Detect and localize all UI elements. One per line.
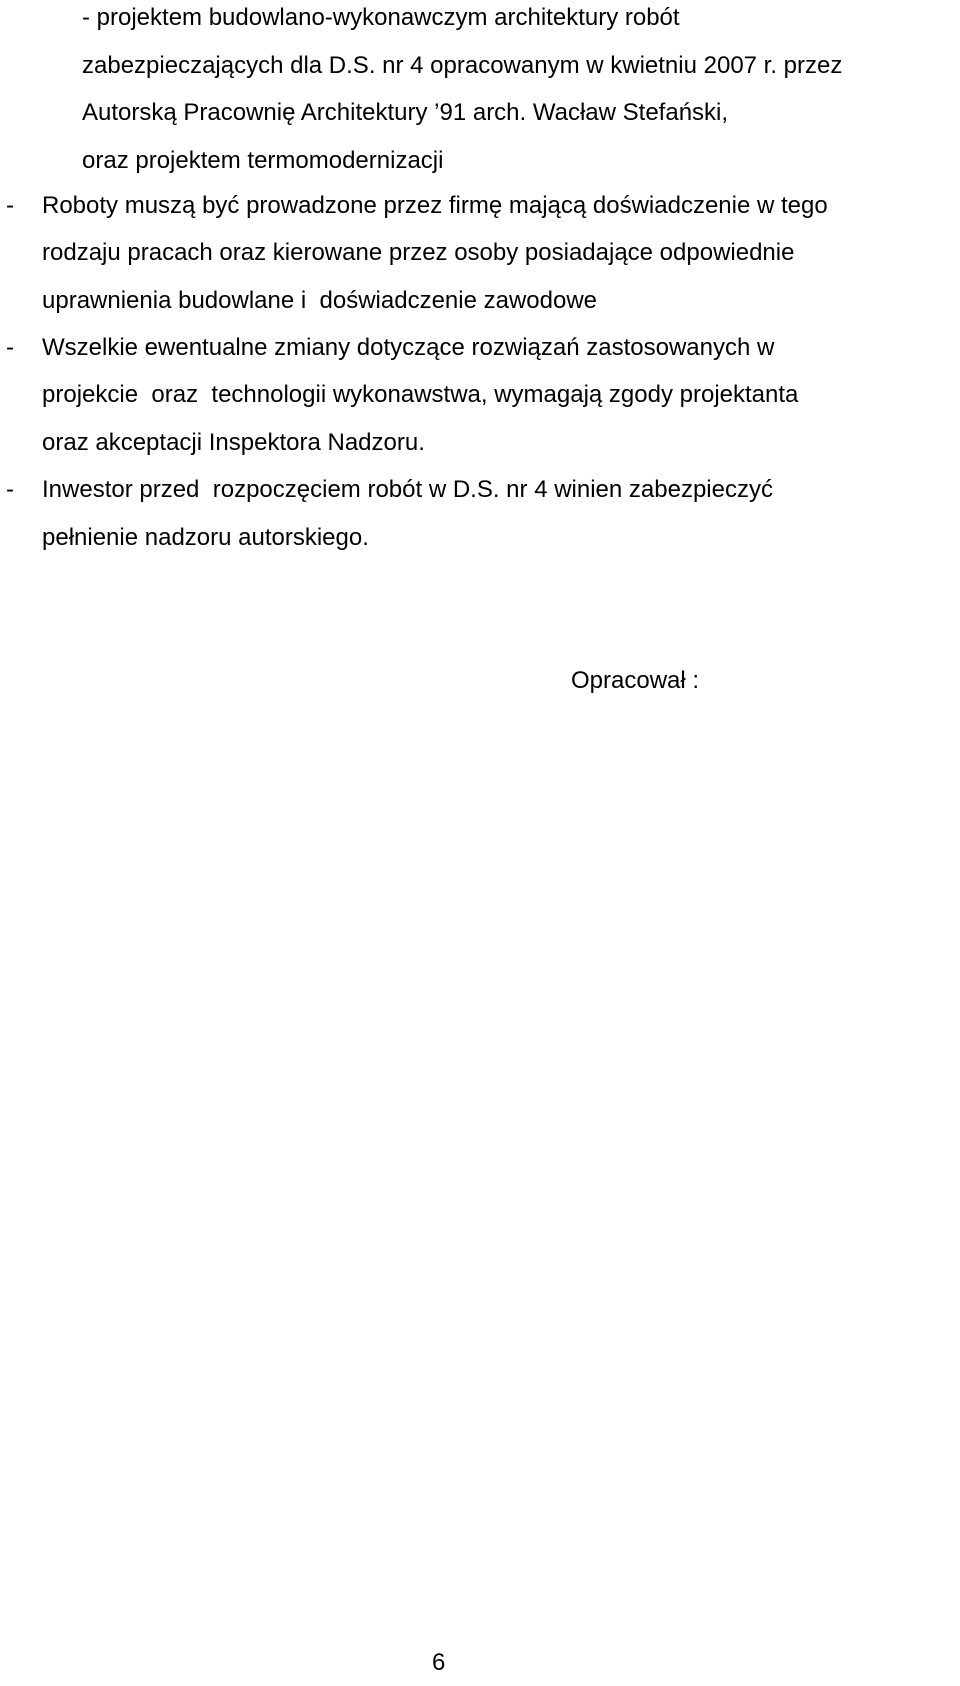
bullet-dash: -	[6, 192, 14, 219]
bullet-2-line-1: Wszelkie ewentualne zmiany dotyczące rozwiązań zastosowanych w	[42, 334, 775, 361]
bullet-2-line-2: projekcie oraz technologii wykonawstwa, wymagają zgody projektanta	[42, 381, 799, 408]
intro-line-3: Autorską Pracownię Architektury ’91 arch. Wacław Stefański,	[82, 99, 729, 126]
bullet-dash: -	[6, 476, 14, 503]
bullet-1-line-3: uprawnienia budowlane i doświadczenie zawodowe	[42, 287, 598, 314]
intro-line-1: - projektem budowlano-wykonawczym architektury robót	[82, 4, 680, 31]
intro-line-4: oraz projektem termomodernizacji	[82, 147, 444, 174]
bullet-3-line-1: Inwestor przed rozpoczęciem robót w D.S. nr 4 winien zabezpieczyć	[42, 476, 773, 503]
intro-line-2: zabezpieczających dla D.S. nr 4 opracowanym w kwietniu 2007 r. przez	[82, 52, 843, 79]
bullet-2-line-3: oraz akceptacji Inspektora Nadzoru.	[42, 429, 425, 456]
bullet-dash: -	[6, 334, 14, 361]
bullet-1-line-1: Roboty muszą być prowadzone przez firmę mającą doświadczenie w tego	[42, 192, 828, 219]
bullet-1-line-2: rodzaju pracach oraz kierowane przez osoby posiadające odpowiednie	[42, 239, 795, 266]
signature-label: Opracował :	[571, 667, 700, 694]
bullet-3-line-2: pełnienie nadzoru autorskiego.	[42, 524, 369, 551]
page-number: 6	[432, 1649, 446, 1676]
